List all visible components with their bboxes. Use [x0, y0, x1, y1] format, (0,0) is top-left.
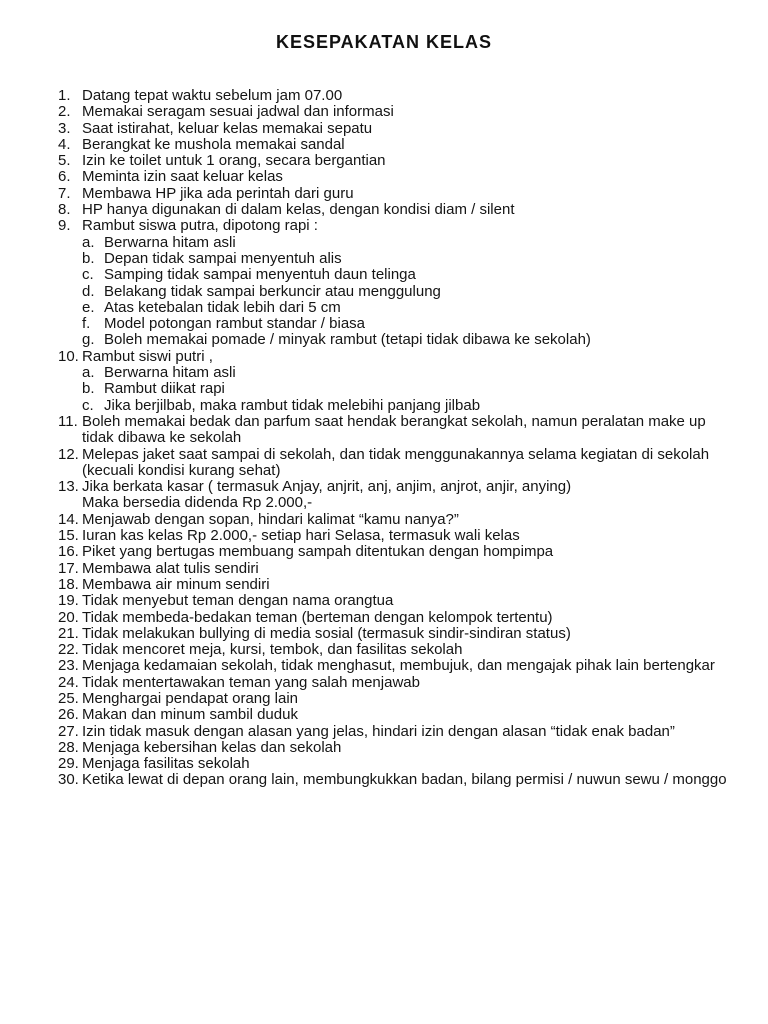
- sub-item: [0, 251, 768, 267]
- list-item: [0, 593, 768, 609]
- item-number: 26.: [58, 706, 79, 724]
- list-item-continuation: [0, 463, 768, 479]
- item-number: 4.: [58, 135, 71, 153]
- sub-item: [0, 398, 768, 414]
- item-number: 13.: [58, 478, 79, 496]
- item-text-continuation: Maka bersedia didenda Rp 2.000,-: [82, 494, 313, 512]
- sub-item-letter: e.: [82, 298, 95, 316]
- sub-item-letter: f.: [82, 315, 91, 333]
- list-item: [0, 528, 768, 544]
- item-text: Ketika lewat di depan orang lain, membungkukkan badan, bilang permisi / nuwun sewu / monggo: [82, 771, 727, 789]
- sub-item-text: Depan tidak sampai menyentuh alis: [104, 249, 342, 267]
- document-title: KESEPAKATAN KELAS: [275, 32, 492, 52]
- item-text: Makan dan minum sambil duduk: [82, 706, 298, 724]
- list-item: [0, 104, 768, 120]
- agreement-list: [0, 88, 768, 789]
- item-number: 25.: [58, 689, 79, 707]
- list-item: [0, 740, 768, 756]
- sub-item: [0, 284, 768, 300]
- item-number: 27.: [58, 722, 79, 740]
- item-text: Melepas jaket saat sampai di sekolah, dan tidak menggunakannya selama kegiatan di sekolah: [82, 445, 710, 463]
- item-text: Menjawab dengan sopan, hindari kalimat “kamu nanya?”: [82, 510, 459, 528]
- sub-item: [0, 316, 768, 332]
- item-text: Tidak menyebut teman dengan nama orangtua: [82, 592, 394, 610]
- item-text: Memakai seragam sesuai jadwal dan informasi: [82, 103, 394, 121]
- item-text: Menghargai pendapat orang lain: [82, 689, 298, 707]
- item-text-continuation: (kecuali kondisi kurang sehat): [82, 461, 281, 479]
- item-number: 9.: [58, 217, 71, 235]
- item-number: 28.: [58, 738, 79, 756]
- list-item: [0, 561, 768, 577]
- sub-item: [0, 332, 768, 348]
- sub-item-letter: c.: [82, 266, 94, 284]
- list-item: [0, 447, 768, 463]
- sub-item-letter: b.: [82, 249, 95, 267]
- item-text: Saat istirahat, keluar kelas memakai sepatu: [82, 119, 373, 137]
- list-item: [0, 610, 768, 626]
- item-number: 6.: [58, 168, 71, 186]
- item-text: Membawa air minum sendiri: [82, 575, 270, 593]
- sub-item-letter: g.: [82, 331, 95, 349]
- list-item: [0, 414, 768, 430]
- item-text: Jika berkata kasar ( termasuk Anjay, anjrit, anj, anjim, anjrot, anjir, anying): [82, 478, 572, 496]
- item-number: 20.: [58, 608, 79, 626]
- list-item: [0, 186, 768, 202]
- item-text: Izin ke toilet untuk 1 orang, secara bergantian: [82, 152, 386, 170]
- list-item: [0, 202, 768, 218]
- sub-item-text: Jika berjilbab, maka rambut tidak melebihi panjang jilbab: [104, 396, 481, 414]
- item-text: Meminta izin saat keluar kelas: [82, 168, 283, 186]
- item-number: 2.: [58, 103, 71, 121]
- item-number: 19.: [58, 592, 79, 610]
- item-number: 17.: [58, 559, 79, 577]
- sub-item: [0, 300, 768, 316]
- list-item: [0, 121, 768, 137]
- list-item: [0, 169, 768, 185]
- sub-item-text: Berwarna hitam asli: [104, 233, 236, 251]
- item-number: 23.: [58, 657, 79, 675]
- list-item: [0, 544, 768, 560]
- item-number: 1.: [58, 87, 71, 104]
- list-item: [0, 707, 768, 723]
- sub-item-letter: d.: [82, 282, 95, 300]
- sub-item-text: Rambut diikat rapi: [104, 380, 225, 398]
- list-item: [0, 756, 768, 772]
- list-item: [0, 626, 768, 642]
- sub-item: [0, 381, 768, 397]
- list-item: [0, 512, 768, 528]
- item-text: Izin tidak masuk dengan alasan yang jelas, hindari izin dengan alasan “tidak enak badan”: [82, 722, 675, 740]
- item-number: 7.: [58, 184, 71, 202]
- item-text: Membawa HP jika ada perintah dari guru: [82, 184, 354, 202]
- item-text: Datang tepat waktu sebelum jam 07.00: [82, 87, 343, 104]
- list-item: [0, 218, 768, 234]
- item-number: 14.: [58, 510, 79, 528]
- item-text: Menjaga fasilitas sekolah: [82, 755, 250, 773]
- sub-item-text: Boleh memakai pomade / minyak rambut (tetapi tidak dibawa ke sekolah): [104, 331, 591, 349]
- list-item: [0, 658, 768, 674]
- item-text: HP hanya digunakan di dalam kelas, dengan kondisi diam / silent: [82, 201, 515, 219]
- item-text: Tidak mentertawakan teman yang salah menjawab: [82, 673, 420, 691]
- list-item-continuation: [0, 495, 768, 511]
- item-text: Menjaga kebersihan kelas dan sekolah: [82, 738, 342, 756]
- item-text: Berangkat ke mushola memakai sandal: [82, 135, 345, 153]
- sub-item-letter: a.: [82, 364, 95, 382]
- sub-item: [0, 267, 768, 283]
- sub-item-text: Belakang tidak sampai berkuncir atau menggulung: [104, 282, 441, 300]
- list-item: [0, 153, 768, 169]
- list-item: [0, 479, 768, 495]
- sub-item-text: Samping tidak sampai menyentuh daun telinga: [104, 266, 416, 284]
- item-text: Boleh memakai bedak dan parfum saat hendak berangkat sekolah, namun peralatan make up: [82, 412, 706, 430]
- item-text: Membawa alat tulis sendiri: [82, 559, 259, 577]
- item-number: 30.: [58, 771, 79, 789]
- sub-item-letter: a.: [82, 233, 95, 251]
- item-number: 18.: [58, 575, 79, 593]
- item-number: 21.: [58, 624, 79, 642]
- list-item: [0, 137, 768, 153]
- item-number: 8.: [58, 201, 71, 219]
- list-item: [0, 577, 768, 593]
- sub-item: [0, 235, 768, 251]
- item-text: Iuran kas kelas Rp 2.000,- setiap hari Selasa, termasuk wali kelas: [82, 527, 520, 545]
- sub-item-text: Atas ketebalan tidak lebih dari 5 cm: [104, 298, 341, 316]
- item-number: 5.: [58, 152, 71, 170]
- item-text: Piket yang bertugas membuang sampah ditentukan dengan hompimpa: [82, 543, 554, 561]
- list-item: [0, 88, 768, 104]
- sub-item-letter: c.: [82, 396, 94, 414]
- item-text: Rambut siswa putra, dipotong rapi :: [82, 217, 318, 235]
- item-number: 16.: [58, 543, 79, 561]
- sub-item-text: Model potongan rambut standar / biasa: [104, 315, 365, 333]
- item-number: 29.: [58, 755, 79, 773]
- item-text: Rambut siswi putri ,: [82, 347, 213, 365]
- item-number: 24.: [58, 673, 79, 691]
- item-number: 15.: [58, 527, 79, 545]
- list-item: [0, 772, 768, 788]
- item-number: 3.: [58, 119, 71, 137]
- item-text: Menjaga kedamaian sekolah, tidak menghasut, membujuk, dan mengajak pihak lain bertengkar: [82, 657, 715, 675]
- sub-item: [0, 365, 768, 381]
- item-number: 10.: [58, 347, 79, 365]
- sub-item-letter: b.: [82, 380, 95, 398]
- item-text-continuation: tidak dibawa ke sekolah: [82, 429, 242, 447]
- item-text: Tidak membeda-bedakan teman (berteman dengan kelompok tertentu): [82, 608, 553, 626]
- sub-item-text: Berwarna hitam asli: [104, 364, 236, 382]
- list-item: [0, 675, 768, 691]
- list-item: [0, 349, 768, 365]
- list-item-continuation: [0, 430, 768, 446]
- item-number: 12.: [58, 445, 79, 463]
- list-item: [0, 691, 768, 707]
- list-item: [0, 642, 768, 658]
- list-item: [0, 724, 768, 740]
- item-number: 22.: [58, 641, 79, 659]
- item-text: Tidak melakukan bullying di media sosial (termasuk sindir-sindiran status): [82, 624, 571, 642]
- item-number: 11.: [58, 412, 78, 430]
- item-text: Tidak mencoret meja, kursi, tembok, dan fasilitas sekolah: [82, 641, 463, 659]
